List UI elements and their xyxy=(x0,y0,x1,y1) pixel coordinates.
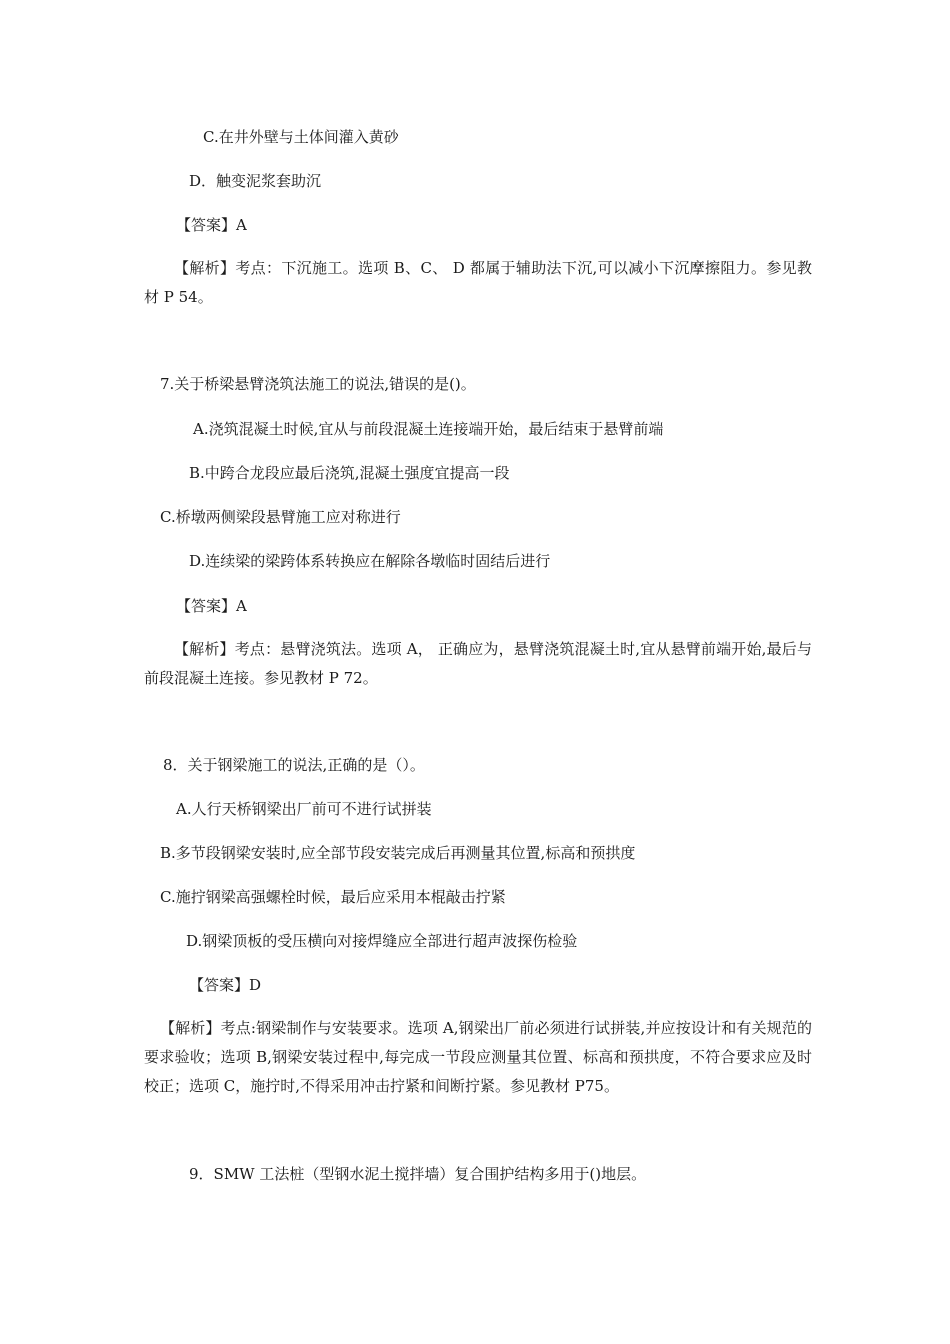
q7-analysis: 【解析】考点：悬臂浇筑法。选项 A， 正确应为，悬臂浇筑混凝土时,宜从悬臂前端开始,最后与前段混凝土连接。参见教材 P 72。 xyxy=(144,640,812,687)
q8-analysis: 【解析】考点:钢梁制作与安装要求。选项 A,钢梁出厂前必须进行试拼装,并应按设计和有关规范的要求验收；选项 B,钢梁安装过程中,每完成一节段应测量其位置、标高和预拱度，不符合要求应及时校正；选项 C，施拧时,不得采用冲击拧紧和间断拧紧。参见教材 P75。 xyxy=(144,1019,812,1095)
q8-option-c: C.施拧钢梁高强螺栓时候，最后应采用本棍敲击拧紧 xyxy=(160,888,506,906)
q8-option-b: B.多节段钢梁安装时,应全部节段安装完成后再测量其位置,标高和预拱度 xyxy=(160,844,636,862)
q7-option-a: A.浇筑混凝土时候,宜从与前段混凝土连接端开始，最后结束于悬臂前端 xyxy=(193,420,664,438)
q7-answer: 【答案】A xyxy=(176,597,247,615)
q6-answer: 【答案】A xyxy=(176,216,247,234)
q6-analysis: 【解析】考点：下沉施工。选项 B、C、 D 都属于辅助法下沉,可以减小下沉摩擦阻力。参见教材 P 54。 xyxy=(144,259,812,306)
q7-option-b: B.中跨合龙段应最后浇筑,混凝土强度宜提高一段 xyxy=(189,464,510,482)
q8-question: 8．关于钢梁施工的说法,正确的是（）。 xyxy=(163,756,425,774)
q7-question: 7.关于桥梁悬臂浇筑法施工的说法,错误的是()。 xyxy=(160,375,476,393)
q9-question: 9．SMW 工法桩（型钢水泥土搅拌墙）复合围护结构多用于()地层。 xyxy=(189,1165,647,1183)
q8-answer: 【答案】D xyxy=(189,976,262,994)
q7-option-c: C.桥墩两侧梁段悬臂施工应对称进行 xyxy=(160,508,401,526)
q6-option-c: C.在井外壁与土体间灌入黄砂 xyxy=(203,128,399,146)
q7-option-d: D.连续梁的梁跨体系转换应在解除各墩临时固结后进行 xyxy=(189,552,551,570)
q8-option-a: A.人行天桥钢梁出厂前可不进行试拼装 xyxy=(176,800,432,818)
q6-option-d: D．触变泥浆套助沉 xyxy=(189,172,322,190)
q8-option-d: D.钢梁顶板的受压横向对接焊缝应全部进行超声波探伤检验 xyxy=(186,932,578,950)
